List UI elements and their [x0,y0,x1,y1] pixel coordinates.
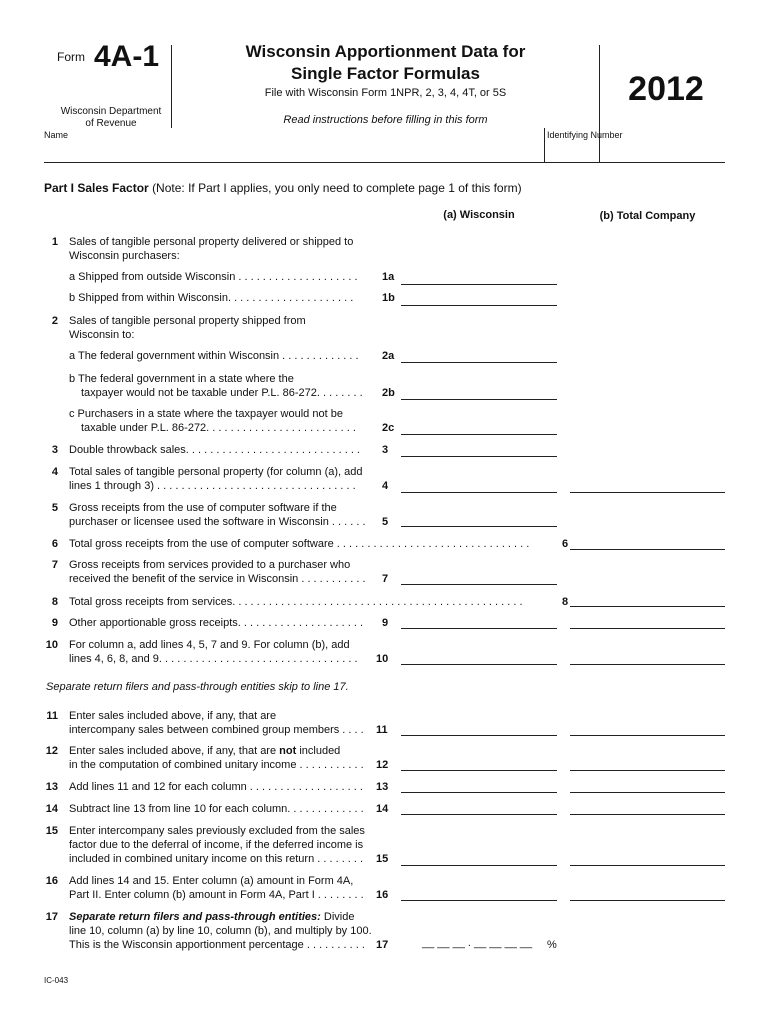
line-13-col-b-field[interactable] [570,778,725,793]
line-1b-col-a-field[interactable] [401,291,557,306]
line-7-text1: Gross receipts from services provided to a purchaser who [69,559,351,571]
line-11-text1: Enter sales included above, if any, that are [69,710,277,722]
line-17-text1 [69,910,354,925]
line-1-number: 1 [51,236,58,248]
line-12-col-a-field[interactable] [401,756,557,771]
line-3-ref: 3 [382,444,389,456]
line-2-text2: Wisconsin to: [69,329,135,341]
form-number: 4A-1 [94,40,160,73]
line-15-ref: 15 [376,853,389,865]
line-2b-text2: taxpayer would not be taxable under P.L. 86-272. . . . . . . . [81,387,363,399]
line-2a-ref: 2a [382,350,395,362]
line-2-text1: Sales of tangible personal property shipped from [69,315,306,327]
line-12-ref: 12 [376,759,389,771]
line-17-percentage-field[interactable]: __ __ __ . __ __ __ __ [422,937,533,949]
line-9-text: Other apportionable gross receipts. . . . . . . . . . . . . . . . . . . . . [69,617,364,629]
line-11-col-a-field[interactable] [401,721,557,736]
line-3-col-a-field[interactable] [401,442,557,457]
line-1b-ref: 1b [382,292,395,304]
line-2a-text: a The federal government within Wisconsin . . . . . . . . . . . . . [69,350,359,362]
line-13-text: Add lines 11 and 12 for each column . . . . . . . . . . . . . . . . . . . [69,781,363,793]
name-label: Name [44,130,69,140]
line-7-ref: 7 [382,573,389,585]
identifying-number-label: Identifying Number [547,130,623,140]
form-word: Form [57,50,85,64]
line-4-number: 4 [51,466,58,478]
line-8-number: 8 [51,596,58,608]
line-10-text2: lines 4, 6, 8, and 9. . . . . . . . . . . . . . . . . . . . . . . . . . . . . . . . . [69,653,358,665]
line-9-number: 9 [51,617,58,629]
line-17-text2: line 10, column (a) by line 10, column (b), and multiply by 100. [69,925,372,937]
line-9-col-b-field[interactable] [570,614,725,629]
line-8-ref: 8 [562,596,569,608]
skip-note: Separate return filers and pass-through entities skip to line 17. [46,681,349,693]
line-14-text: Subtract line 13 from line 10 for each column. . . . . . . . . . . . . [69,803,364,815]
line-11-text2: intercompany sales between combined group members . . . . [69,724,364,736]
line-14-col-a-field[interactable] [401,800,557,815]
line-9-ref: 9 [382,617,389,629]
line-6-text: Total gross receipts from the use of computer software . . . . . . . . . . . . . . . . . . . . . . . . . . . . . . . . [69,538,530,550]
form-code: IC-043 [44,976,69,985]
line-16-number: 16 [45,875,58,887]
line-10-ref: 10 [376,653,389,665]
line-7-number: 7 [51,559,58,571]
column-a-header: (a) Wisconsin [443,209,515,221]
line-10-text1: For column a, add lines 4, 5, 7 and 9. For column (b), add [69,639,350,651]
form-title-line2: Single Factor Formulas [291,64,480,83]
line-2b-col-a-field[interactable] [401,385,557,400]
column-b-header: (b) Total Company [599,210,696,222]
line-1a-col-a-field[interactable] [401,270,557,285]
line-15-text1: Enter intercompany sales previously excluded from the sales [69,825,365,837]
line-12-text2: in the computation of combined unitary income . . . . . . . . . . . [69,759,364,771]
line-17-percent-sign: % [547,939,557,951]
line-4-text1: Total sales of tangible personal property (for column (a), add [69,466,363,478]
line-15-col-a-field[interactable] [401,851,557,866]
line-12-number: 12 [45,745,58,757]
agency-line2: of Revenue [85,118,137,129]
line-12-text1-bold: not [279,745,297,757]
line-16-text2: Part II. Enter column (b) amount in Form 4A, Part I . . . . . . . . [69,889,364,901]
agency-line1: Wisconsin Department [60,106,162,117]
line-5-text2: purchaser or licensee used the software in Wisconsin . . . . . . [69,516,366,528]
line-16-col-b-field[interactable] [570,886,725,901]
line-16-ref: 16 [376,889,389,901]
line-5-text1: Gross receipts from the use of computer software if the [69,502,337,514]
line-14-ref: 14 [376,803,389,815]
line-12-text1 [69,744,340,759]
line-4-ref: 4 [382,480,389,492]
line-13-col-a-field[interactable] [401,778,557,793]
line-11-ref: 11 [376,724,388,736]
line-3-number: 3 [51,444,58,456]
line-12-text1-pre: Enter sales included above, if any, that are [69,745,280,757]
line-2a-col-a-field[interactable] [401,348,557,363]
line-15-text3: included in combined unitary income on this return . . . . . . . . [69,853,364,865]
line-2c-ref: 2c [382,422,395,434]
line-1-text2: Wisconsin purchasers: [69,250,180,262]
line-15-number: 15 [45,825,58,837]
line-7-col-a-field[interactable] [401,570,557,585]
line-13-ref: 13 [376,781,389,793]
line-17-ref: 17 [376,939,389,951]
line-8-text: Total gross receipts from services. . . . . . . . . . . . . . . . . . . . . . . . . . . . . . . . . . . . . . . . . . . . . . . . [69,596,523,608]
part1-heading-note: (Note: If Part I applies, you only need to complete page 1 of this form) [152,181,522,195]
line-4-col-a-field[interactable] [401,478,557,493]
form-title-line1: Wisconsin Apportionment Data for [245,42,526,61]
part1-heading-title: Part I Sales Factor [44,181,149,195]
part1-heading [44,181,522,195]
line-5-number: 5 [51,502,58,514]
line-6-col-b-field[interactable] [570,535,725,550]
line-17-text1-bold: Separate return filers and pass-through entities: [69,911,321,923]
line-1-text1: Sales of tangible personal property delivered or shipped to [69,236,354,248]
line-2c-text2: taxable under P.L. 86-272. . . . . . . . . . . . . . . . . . . . . . . . . [81,422,356,434]
line-1a-text: a Shipped from outside Wisconsin . . . . . . . . . . . . . . . . . . . . [69,271,358,283]
line-9-col-a-field[interactable] [401,614,557,629]
line-3-text: Double throwback sales. . . . . . . . . . . . . . . . . . . . . . . . . . . . . [69,444,360,456]
line-16-text1: Add lines 14 and 15. Enter column (a) amount in Form 4A, [69,875,354,887]
line-2c-col-a-field[interactable] [401,420,557,435]
line-10-col-b-field[interactable] [570,650,725,665]
line-17-text1-post: Divide [320,911,355,923]
line-15-col-b-field[interactable] [570,851,725,866]
instructions-note: Read instructions before filling in this form [283,114,488,126]
line-4-text2: lines 1 through 3) . . . . . . . . . . . . . . . . . . . . . . . . . . . . . . . . . [69,480,356,492]
line-2c-text1: c Purchasers in a state where the taxpayer would not be [69,408,343,420]
line-4-col-b-field[interactable] [570,478,725,493]
identifying-number-field[interactable] [545,142,725,163]
line-1b-text: b Shipped from within Wisconsin. . . . . . . . . . . . . . . . . . . . . [69,292,354,304]
line-1a-ref: 1a [382,271,395,283]
line-10-col-a-field[interactable] [401,650,557,665]
line-7-text2: received the benefit of the service in Wisconsin . . . . . . . . . . . [69,573,366,585]
line-2-number: 2 [51,315,58,327]
line-17-text3: This is the Wisconsin apportionment percentage . . . . . . . . . . [69,939,365,951]
line-17-number: 17 [45,911,58,923]
file-with-text: File with Wisconsin Form 1NPR, 2, 3, 4, 4T, or 5S [264,87,507,99]
line-11-col-b-field[interactable] [570,721,725,736]
line-14-number: 14 [45,803,58,815]
line-6-ref: 6 [562,538,569,550]
line-5-ref: 5 [382,516,389,528]
line-16-col-a-field[interactable] [401,886,557,901]
line-12-text1-post: included [296,745,341,757]
name-field[interactable] [44,142,544,163]
line-15-text2: factor due to the deferral of income, if the deferred income is [69,839,364,851]
line-2b-text1: b The federal government in a state where the [69,373,294,385]
line-8-col-b-field[interactable] [570,592,725,607]
line-2b-ref: 2b [382,387,395,399]
line-5-col-a-field[interactable] [401,512,557,527]
line-12-col-b-field[interactable] [570,756,725,771]
line-6-number: 6 [51,538,58,550]
tax-year: 2012 [628,70,704,108]
line-11-number: 11 [46,710,58,722]
line-14-col-b-field[interactable] [570,800,725,815]
line-10-number: 10 [45,639,58,651]
line-13-number: 13 [45,781,58,793]
